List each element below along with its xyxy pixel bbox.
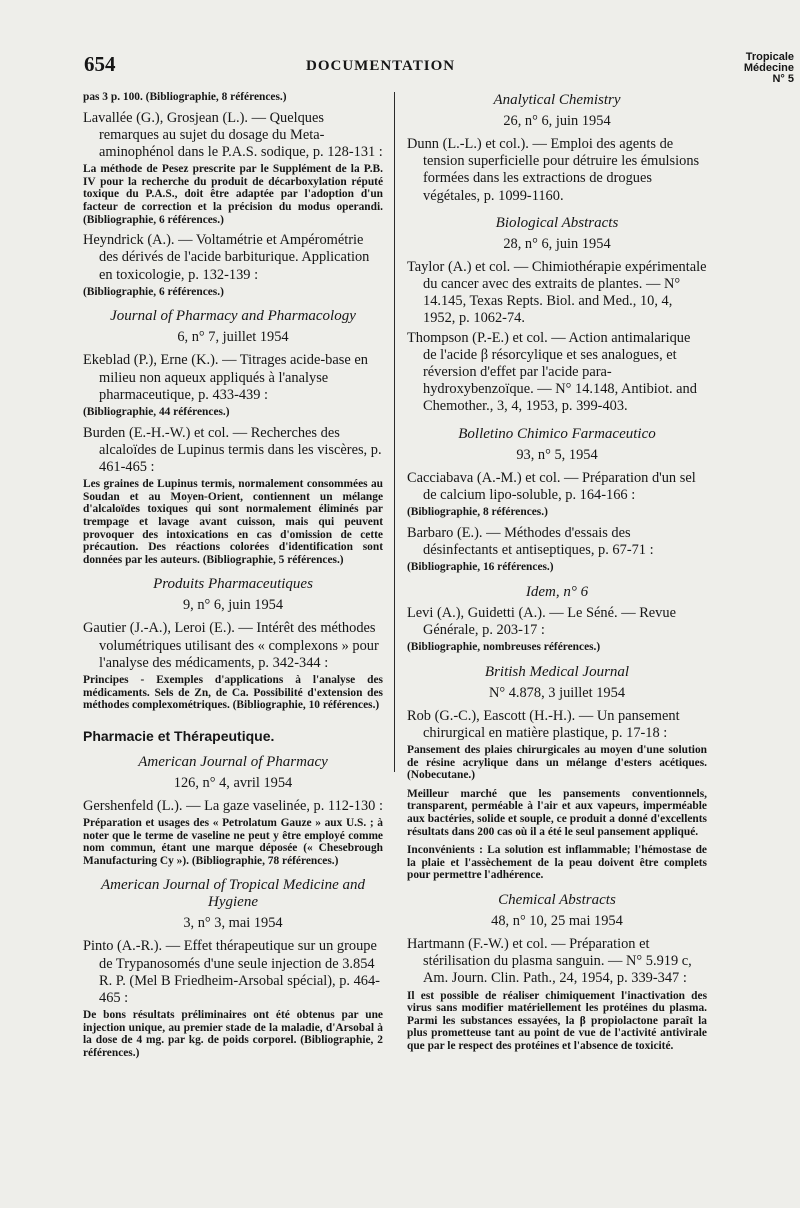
journal-issue: 93, n° 5, 1954 xyxy=(516,446,598,463)
journal-title: American Journal of Tropical Medicine and Hygiene xyxy=(101,877,365,911)
reference-entry: Barbaro (E.). — Méthodes d'essais des désinfectants et antiseptiques, p. 67-71 : xyxy=(407,524,654,558)
reference-entry: Rob (G.-C.), Eascott (H.-H.). — Un pansement chirurgical en matière plastique, p. 17-18 : xyxy=(407,707,680,741)
reference-entry: Gautier (J.-A.), Leroi (E.). — Intérêt des méthodes volumétriques utilisant des « complexons » pour l'analyse des médicaments, p. 342-344 : xyxy=(83,620,379,671)
journal-title: Journal of Pharmacy and Pharmacology xyxy=(110,308,356,325)
abstract-note: La méthode de Pesez prescrite par le Supplément de la P.B. IV pour la recherche du produit de décarboxylation réputé toxique du P.A.S., doit être adaptée par l'adoption d'un facteur de correction et la précision du modus operandi. (Bibliographie, 6 références.) xyxy=(83,163,383,226)
abstract-note: Meilleur marché que les pansements conventionnels, transparent, perméable à l'air et aux vapeurs, imperméable aux bactéries, solide et souple, ce produit a donné d'excellents résultats dans 200 cas où il a été le seul pansement appliqué. xyxy=(407,787,707,838)
reference-entry: Taylor (A.) et col. — Chimiothérapie expérimentale du cancer avec des extraits de plantes. — N° 14.145, Texas Repts. Biol. and Med., 10, 4, 1952, p. 1062-74. xyxy=(407,258,707,327)
column-divider xyxy=(394,92,395,772)
abstract-note: (Bibliographie, 16 références.) xyxy=(407,561,554,574)
journal-marker xyxy=(744,52,794,85)
journal-title: British Medical Journal xyxy=(484,663,630,680)
journal-title: Chemical Abstracts xyxy=(498,891,616,908)
abstract-note: Pansement des plaies chirurgicales au moyen d'une solution de résine acrylique dans un mélange d'esters acétiques. (Nobecutane.) xyxy=(407,744,707,782)
journal-title: Produits Pharmaceutiques xyxy=(153,576,313,593)
abstract-note: Il est possible de réaliser chimiquement l'inactivation des virus sans modifier matériellement les protéines du plasma. Parmi les substances essayées, la β propiolactone paraît la plus prometteuse tant au point de vue de l'activité antivirale que par le respect des protéines et l'absence de toxicité. xyxy=(407,989,707,1052)
reference-entry: Hartmann (F.-W.) et col. — Préparation et stérilisation du plasma sanguin. — N° 5.919 c, Am. Journ. Clin. Path., 24, 1954, p. 339-347 : xyxy=(407,935,692,987)
journal-title: Analytical Chemistry xyxy=(493,92,621,108)
reference-entry: Levi (A.), Guidetti (A.). — Le Séné. — Revue Générale, p. 203-17 : xyxy=(407,604,676,638)
journal-issue: 3, n° 3, mai 1954 xyxy=(183,915,283,932)
journal-marker-line1: Tropicale xyxy=(745,51,794,63)
abstract-note: Inconvénients : La solution est inflammable; l'hémostase de la plaie et l'assèchement de la peau doivent être complets pour permettre l'adhérence. xyxy=(407,844,707,882)
reference-entry: Burden (E.-H.-W.) et col. — Recherches des alcaloïdes de Lupinus termis dans les viscères, p. 461-465 : xyxy=(83,424,382,475)
abstract-note: (Bibliographie, nombreuses références.) xyxy=(407,641,601,654)
abstract-note: (Bibliographie, 8 références.) xyxy=(407,506,548,519)
journal-issue: 126, n° 4, avril 1954 xyxy=(173,774,293,791)
abstract-note: Principes - Exemples d'applications à l'analyse des médicaments. Sels de Zn, de Ca. Possibilité d'extension des méthodes complexométriques. (Bibliographie, 10 références.) xyxy=(83,673,383,712)
journal-marker-line3: N° 5 xyxy=(772,73,794,85)
reference-entry: Dunn (L.-L.) et col.). — Emploi des agents de tension superficielle pour détruire les émulsions formées dans les extractions de drogues végétales, p. 1099-1160. xyxy=(407,136,700,204)
running-title: DOCUMENTATION xyxy=(306,58,456,74)
journal-title: Biological Abstracts xyxy=(495,214,619,231)
reference-entry: Gershenfeld (L.). — La gaze vaselinée, p. 112-130 : xyxy=(83,797,383,814)
page-number: 654 xyxy=(84,52,116,76)
continued-note: pas 3 p. 100. (Bibliographie, 8 références.) xyxy=(83,91,287,103)
journal-issue: 6, n° 7, juillet 1954 xyxy=(177,329,289,346)
journal-issue: N° 4.878, 3 juillet 1954 xyxy=(488,684,626,701)
abstract-note: (Bibliographie, 6 références.) xyxy=(83,285,224,298)
abstract-note: De bons résultats préliminaires ont été obtenus par une injection unique, au premier stade de la maladie, d'Arsobal à la dose de 4 mg. par kg. de poids corporel. (Bibliographie, 2 références.) xyxy=(83,1009,383,1059)
reference-entry: Pinto (A.-R.). — Effet thérapeutique sur un groupe de Trypanosomés d'une seule injection de 3.854 R. P. (Mel B Friedheim-Arsobal spécial), p. 464-465 : xyxy=(83,938,380,1006)
reference-entry: Ekeblad (P.), Erne (K.). — Titrages acide-base en milieu non aqueux appliqués à l'analyse pharmaceutique, p. 433-439 : xyxy=(83,352,368,403)
reference-entry: Lavallée (G.), Grosjean (L.). — Quelques remarques au sujet du dosage du Meta-aminophénol dans le P.A.S. sodique, p. 128-131 : xyxy=(83,109,383,160)
journal-issue-idem: Idem, n° 6 xyxy=(525,583,589,600)
journal-issue: 48, n° 10, 25 mai 1954 xyxy=(491,912,623,929)
reference-entry: Thompson (P.-E.) et col. — Action antimalarique de l'acide β résorcylique et ses analogues, et réversion d'effet par l'acide para-hydroxybenzoïque. — N° 14.148, Antibiot. and Chemother., 3, 4, 1953, p. 399-403. xyxy=(407,329,697,415)
abstract-note: Préparation et usages des « Petrolatum Gauze » aux U.S. ; à noter que le terme de vaseline ne peut y être employé comme nom commun, étant une marque déposée (« Chesebrough Manufacturing Cy »). (Bibliographie, 78 références.) xyxy=(83,816,383,867)
journal-issue: 26, n° 6, juin 1954 xyxy=(503,113,611,129)
journal-issue: 28, n° 6, juin 1954 xyxy=(503,235,611,252)
section-heading: Pharmacie et Thérapeutique. xyxy=(83,727,275,744)
reference-entry: Heyndrick (A.). — Voltamétrie et Ampérométrie des dérivés de l'acide barbiturique. Application en toxicologie, p. 132-139 : xyxy=(83,232,370,283)
journal-title: American Journal of Pharmacy xyxy=(138,753,328,770)
abstract-note: (Bibliographie, 44 références.) xyxy=(83,405,230,418)
journal-marker-line2: Médecine xyxy=(743,62,794,74)
abstract-note: Les graines de Lupinus termis, normalement consommées au Soudan et au Moyen-Orient, contiennent un mélange d'alcaloïdes toxiques qui sont normalement éliminés par trempage et lavage avant cuisson, mais qui peuvent provoquer des intoxications en cas d'omission de cette précaution. Des réactions colorées d'identification sont données par les auteurs. (Bibliographie, 5 références.) xyxy=(83,478,383,566)
left-column xyxy=(83,90,383,1066)
journal-title: Bolletino Chimico Farmaceutico xyxy=(458,425,656,442)
journal-issue: 9, n° 6, juin 1954 xyxy=(182,597,284,614)
right-column xyxy=(407,90,707,1059)
reference-entry: Cacciabava (A.-M.) et col. — Préparation d'un sel de calcium lipo-soluble, p. 164-166 : xyxy=(407,469,696,503)
